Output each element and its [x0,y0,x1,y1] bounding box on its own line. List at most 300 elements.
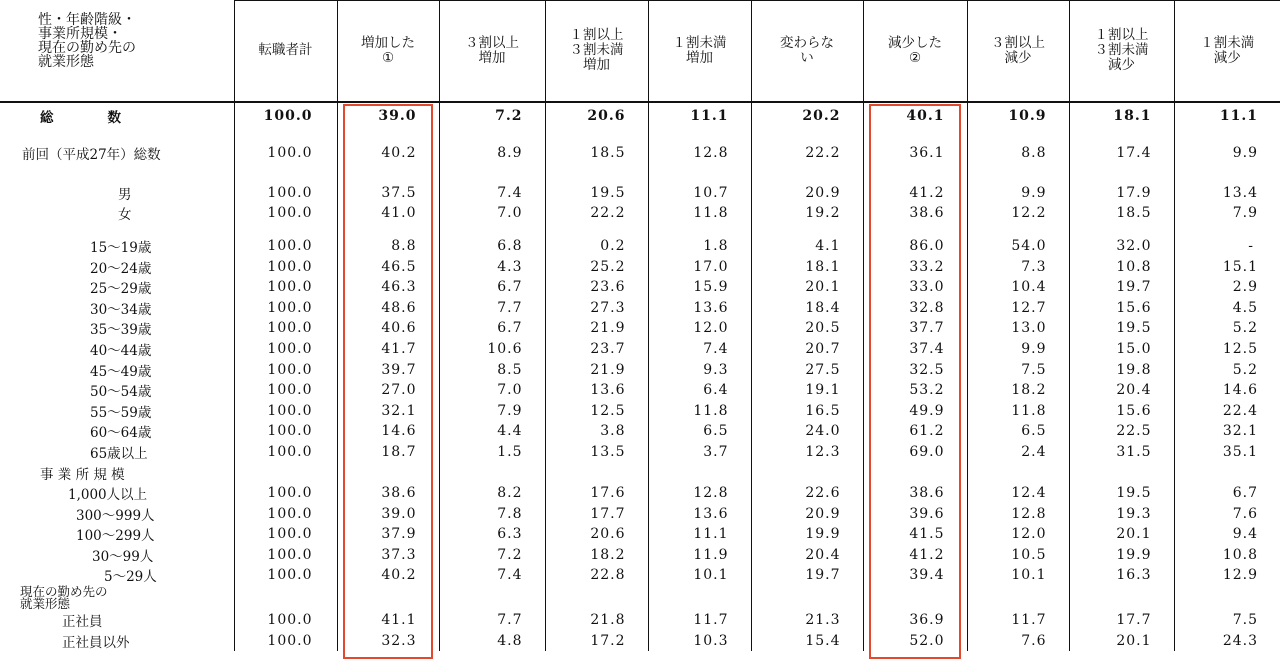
cell-value: 11.8 [648,203,751,224]
cell-value: 21.9 [545,359,648,380]
cell-value: 15.6 [1069,297,1174,318]
cell-value: 17.7 [545,503,648,524]
cell-value: 9.9 [1174,141,1280,165]
cell-value [439,586,545,610]
cell-value: 100.0 [234,610,337,631]
cell-value: 37.3 [337,545,439,566]
cell-value: 10.4 [967,277,1069,298]
cell-value: 2.4 [967,442,1069,463]
cell-value: 100.0 [234,183,337,204]
table-row [0,129,1280,141]
cell-value [1174,224,1280,236]
cell-value: 13.4 [1174,183,1280,204]
cell-value: 39.0 [337,503,439,524]
cell-value: 8.9 [439,141,545,165]
cell-value: 22.2 [751,141,863,165]
cell-value: 32.1 [1174,421,1280,442]
cell-value: 13.6 [648,297,751,318]
col-header-increase-under10: １割未満 増加 [648,1,751,102]
row-label: 60〜64歳 [0,421,234,442]
cell-value: 7.7 [439,610,545,631]
cell-value: 54.0 [967,236,1069,257]
cell-value: 7.9 [439,400,545,421]
cell-value: 46.5 [337,256,439,277]
col-header-increased: 増加した ① [337,1,439,102]
cell-value: 100.0 [234,421,337,442]
row-label: 現在の勤め先の 就業形態 [0,586,234,610]
cell-value: 21.8 [545,610,648,631]
table-row [0,503,1280,524]
cell-value: 69.0 [863,442,967,463]
cell-value: 35.1 [1174,442,1280,463]
row-label: 25〜29歳 [0,277,234,298]
cell-value: 48.6 [337,297,439,318]
cell-value [545,462,648,483]
cell-value: 0.2 [545,236,648,257]
table-row [0,630,1280,651]
cell-value [751,224,863,236]
cell-value [1174,129,1280,141]
cell-value: 10.1 [967,565,1069,586]
cell-value [967,129,1069,141]
cell-value: 18.1 [1069,102,1174,129]
cell-value: 100.0 [234,503,337,524]
cell-value: 20.9 [751,503,863,524]
table-row [0,483,1280,504]
table-row [0,380,1280,401]
cell-value: 32.3 [337,630,439,651]
cell-value: 7.2 [439,102,545,129]
cell-value: 7.6 [967,630,1069,651]
row-label [0,224,234,236]
cell-value: 8.5 [439,359,545,380]
cell-value [1069,462,1174,483]
cell-value: 12.5 [1174,339,1280,360]
cell-value: 13.6 [648,503,751,524]
cell-value: 12.3 [751,442,863,463]
cell-value: 7.8 [439,503,545,524]
cell-value: 8.8 [337,236,439,257]
cell-value: 6.7 [439,318,545,339]
cell-value: 19.1 [751,380,863,401]
cell-value: 40.1 [863,102,967,129]
cell-value: 7.7 [439,297,545,318]
row-label: 35〜39歳 [0,318,234,339]
cell-value [545,165,648,183]
cell-value [234,462,337,483]
cell-value [439,224,545,236]
cell-value: 9.9 [967,183,1069,204]
cell-value: 12.2 [967,203,1069,224]
cell-value: 12.8 [648,141,751,165]
cell-value: 7.0 [439,380,545,401]
cell-value [545,129,648,141]
cell-value: 40.2 [337,565,439,586]
cell-value: 10.1 [648,565,751,586]
table-header [0,1,1280,102]
cell-value [234,129,337,141]
cell-value: 86.0 [863,236,967,257]
cell-value: 11.8 [648,400,751,421]
cell-value: 100.0 [234,483,337,504]
cell-value: 19.8 [1069,359,1174,380]
cell-value: 22.2 [545,203,648,224]
row-label: 45〜49歳 [0,359,234,380]
table-row [0,359,1280,380]
cell-value: 19.7 [1069,277,1174,298]
cell-value: 100.0 [234,545,337,566]
cell-value: 18.5 [1069,203,1174,224]
cell-value: 18.2 [967,380,1069,401]
row-label: 50〜54歳 [0,380,234,401]
cell-value: 3.7 [648,442,751,463]
cell-value [967,224,1069,236]
cell-value [545,586,648,610]
cell-value: 19.5 [545,183,648,204]
row-label: 5〜29人 [0,565,234,586]
cell-value: 10.6 [439,339,545,360]
cell-value: 10.9 [967,102,1069,129]
cell-value: 20.4 [751,545,863,566]
cell-value: 19.9 [1069,545,1174,566]
cell-value: 11.1 [648,102,751,129]
row-label: 総 数 [0,102,234,129]
cell-value: 6.4 [648,380,751,401]
cell-value: 100.0 [234,318,337,339]
cell-value [337,224,439,236]
table-row [0,421,1280,442]
cell-value: 41.7 [337,339,439,360]
row-label: 15〜19歳 [0,236,234,257]
cell-value [337,165,439,183]
cell-value: 12.9 [1174,565,1280,586]
cell-value: 27.0 [337,380,439,401]
cell-value: 11.7 [967,610,1069,631]
cell-value: 2.9 [1174,277,1280,298]
cell-value: 20.6 [545,524,648,545]
table-row [0,462,1280,483]
cell-value: 41.2 [863,545,967,566]
cell-value: 18.7 [337,442,439,463]
cell-value [1174,165,1280,183]
cell-value: 100.0 [234,630,337,651]
cell-value: 12.8 [648,483,751,504]
table-row [0,102,1280,129]
cell-value: 20.1 [1069,524,1174,545]
cell-value: 4.4 [439,421,545,442]
cell-value: 20.5 [751,318,863,339]
table-row [0,256,1280,277]
table-row [0,203,1280,224]
cell-value: 41.5 [863,524,967,545]
cell-value: 15.9 [648,277,751,298]
cell-value: 15.4 [751,630,863,651]
cell-value: 12.4 [967,483,1069,504]
row-label [0,129,234,141]
cell-value: 8.2 [439,483,545,504]
cell-value: 9.4 [1174,524,1280,545]
cell-value [234,586,337,610]
cell-value: 19.3 [1069,503,1174,524]
col-header-decrease-30plus: ３割以上 減少 [967,1,1069,102]
table-row [0,610,1280,631]
cell-value: 39.4 [863,565,967,586]
cell-value: 12.8 [967,503,1069,524]
cell-value [751,129,863,141]
cell-value: 13.5 [545,442,648,463]
cell-value: 22.6 [751,483,863,504]
row-label: 300〜999人 [0,503,234,524]
cell-value: 100.0 [234,359,337,380]
cell-value [863,586,967,610]
table-row [0,183,1280,204]
cell-value: 24.3 [1174,630,1280,651]
cell-value: 7.0 [439,203,545,224]
table-row [0,141,1280,165]
cell-value: 5.2 [1174,359,1280,380]
cell-value [751,462,863,483]
table-row [0,236,1280,257]
cell-value: 32.5 [863,359,967,380]
cell-value: 7.3 [967,256,1069,277]
cell-value: 37.9 [337,524,439,545]
cell-value: 19.5 [1069,318,1174,339]
cell-value: 11.8 [967,400,1069,421]
cell-value: 14.6 [1174,380,1280,401]
cell-value: 27.5 [751,359,863,380]
table-row [0,224,1280,236]
cell-value: 32.0 [1069,236,1174,257]
cell-value: 13.0 [967,318,1069,339]
cell-value [1174,586,1280,610]
cell-value: 39.0 [337,102,439,129]
cell-value: 41.2 [863,183,967,204]
cell-value: 12.0 [967,524,1069,545]
cell-value [751,586,863,610]
cell-value: 100.0 [234,203,337,224]
cell-value [337,129,439,141]
cell-value: 13.6 [545,380,648,401]
cell-value: 4.3 [439,256,545,277]
cell-value: 17.9 [1069,183,1174,204]
cell-value: 15.6 [1069,400,1174,421]
cell-value: 17.7 [1069,610,1174,631]
cell-value: 11.7 [648,610,751,631]
cell-value: 6.7 [1174,483,1280,504]
col-header-increase-30plus: ３割以上 増加 [439,1,545,102]
row-label: 30〜34歳 [0,297,234,318]
row-label [0,165,234,183]
cell-value: 10.3 [648,630,751,651]
cell-value: 18.1 [751,256,863,277]
cell-value [863,224,967,236]
cell-value: 7.6 [1174,503,1280,524]
cell-value [648,129,751,141]
cell-value [1069,129,1174,141]
cell-value [751,165,863,183]
row-label-header: 性・年齢階級・ 事業所規模・ 現在の勤め先の 就業形態 [0,1,234,102]
cell-value [234,165,337,183]
cell-value: 17.4 [1069,141,1174,165]
cell-value [863,462,967,483]
row-label: 65歳以上 [0,442,234,463]
cell-value [439,165,545,183]
cell-value: 14.6 [337,421,439,442]
cell-value: 49.9 [863,400,967,421]
cell-value: 11.1 [648,524,751,545]
cell-value [863,129,967,141]
cell-value: 15.1 [1174,256,1280,277]
cell-value: 22.4 [1174,400,1280,421]
cell-value: 20.6 [545,102,648,129]
table-row [0,524,1280,545]
col-header-decreased: 減少した ② [863,1,967,102]
cell-value [439,129,545,141]
cell-value: 100.0 [234,524,337,545]
table-row [0,297,1280,318]
row-label: 正社員 [0,610,234,631]
cell-value [863,165,967,183]
cell-value [648,224,751,236]
cell-value: 7.4 [439,565,545,586]
cell-value [1174,462,1280,483]
table-row [0,339,1280,360]
cell-value: 24.0 [751,421,863,442]
cell-value [1069,224,1174,236]
cell-value: 12.0 [648,318,751,339]
row-label: 男 [0,183,234,204]
row-label: 100〜299人 [0,524,234,545]
cell-value: 39.6 [863,503,967,524]
cell-value: 52.0 [863,630,967,651]
cell-value: 33.2 [863,256,967,277]
cell-value: 19.2 [751,203,863,224]
cell-value: 6.3 [439,524,545,545]
cell-value: 3.8 [545,421,648,442]
cell-value: 12.5 [545,400,648,421]
cell-value: 18.4 [751,297,863,318]
cell-value: 100.0 [234,102,337,129]
cell-value: 7.5 [967,359,1069,380]
cell-value: 19.9 [751,524,863,545]
col-header-total: 転職者計 [234,1,337,102]
cell-value: 100.0 [234,256,337,277]
cell-value: 38.6 [863,203,967,224]
cell-value: 100.0 [234,380,337,401]
cell-value: 19.5 [1069,483,1174,504]
row-label: 20〜24歳 [0,256,234,277]
cell-value: 17.6 [545,483,648,504]
cell-value: 20.1 [1069,630,1174,651]
cell-value: 7.2 [439,545,545,566]
cell-value: 6.5 [648,421,751,442]
cell-value [648,462,751,483]
cell-value: 40.2 [337,141,439,165]
cell-value: 10.8 [1069,256,1174,277]
cell-value: 100.0 [234,236,337,257]
cell-value [234,224,337,236]
cell-value: 20.9 [751,183,863,204]
cell-value [648,165,751,183]
cell-value: 39.7 [337,359,439,380]
cell-value: 15.0 [1069,339,1174,360]
col-header-unchanged: 変わらな い [751,1,863,102]
table-row [0,442,1280,463]
cell-value: 9.3 [648,359,751,380]
cell-value: 36.1 [863,141,967,165]
cell-value: - [1174,236,1280,257]
cell-value: 41.1 [337,610,439,631]
cell-value: 27.3 [545,297,648,318]
cell-value: 16.5 [751,400,863,421]
row-label: 1,000人以上 [0,483,234,504]
cell-value: 7.4 [648,339,751,360]
table-row [0,565,1280,586]
cell-value: 7.4 [439,183,545,204]
cell-value: 22.5 [1069,421,1174,442]
cell-value [967,586,1069,610]
cell-value: 100.0 [234,141,337,165]
cell-value: 7.5 [1174,610,1280,631]
cell-value: 41.0 [337,203,439,224]
cell-value: 20.1 [751,277,863,298]
cell-value: 20.7 [751,339,863,360]
cell-value: 37.7 [863,318,967,339]
cell-value: 22.8 [545,565,648,586]
cell-value: 37.4 [863,339,967,360]
cell-value: 16.3 [1069,565,1174,586]
row-label: 40〜44歳 [0,339,234,360]
row-label: 55〜59歳 [0,400,234,421]
table-row [0,165,1280,183]
row-label: 女 [0,203,234,224]
cell-value: 100.0 [234,339,337,360]
col-header-decrease-10-30: １割以上 ３割未満 減少 [1069,1,1174,102]
cell-value: 19.7 [751,565,863,586]
cell-value: 33.0 [863,277,967,298]
cell-value: 10.5 [967,545,1069,566]
row-label: 正社員以外 [0,630,234,651]
cell-value [337,462,439,483]
cell-value [545,224,648,236]
cell-value: 32.8 [863,297,967,318]
cell-value [337,586,439,610]
cell-value: 38.6 [863,483,967,504]
cell-value: 100.0 [234,565,337,586]
cell-value: 17.0 [648,256,751,277]
cell-value [967,165,1069,183]
cell-value: 18.5 [545,141,648,165]
cell-value: 100.0 [234,400,337,421]
cell-value: 11.1 [1174,102,1280,129]
cell-value: 9.9 [967,339,1069,360]
cell-value: 21.9 [545,318,648,339]
cell-value: 4.8 [439,630,545,651]
cell-value: 23.6 [545,277,648,298]
cell-value: 100.0 [234,297,337,318]
cell-value [1069,586,1174,610]
cell-value: 18.2 [545,545,648,566]
row-label: 前回（平成27年）総数 [0,141,234,165]
cell-value [1069,165,1174,183]
cell-value: 17.2 [545,630,648,651]
cell-value [439,462,545,483]
cell-value: 1.8 [648,236,751,257]
col-header-decrease-under10: １割未満 減少 [1174,1,1280,102]
cell-value: 61.2 [863,421,967,442]
table-row [0,318,1280,339]
row-label: 30〜99人 [0,545,234,566]
